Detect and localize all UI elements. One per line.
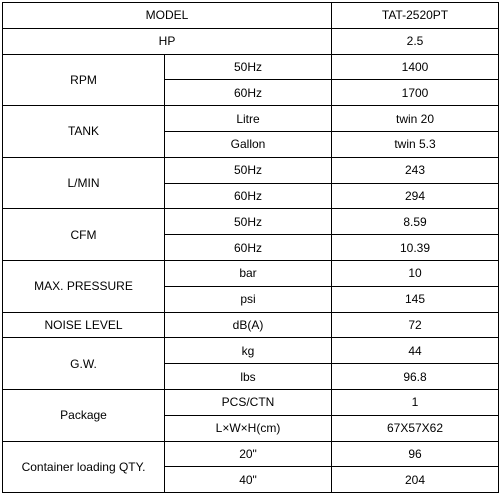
table-row-lmin-50hz: [3, 157, 499, 183]
noise-sub: dB(A): [165, 312, 332, 338]
tank-value-litre: twin 20: [332, 106, 499, 132]
rpm-sub-50hz: 50Hz: [165, 54, 332, 80]
noise-value: 72: [332, 312, 499, 338]
package-label: Package: [3, 389, 165, 441]
lmin-value-50hz: 243: [332, 157, 499, 183]
table-row-hp: [3, 28, 499, 54]
pressure-value-psi: 145: [332, 286, 499, 312]
table-row-tank-litre: [3, 106, 499, 132]
package-sub-dims: L×W×H(cm): [165, 415, 332, 441]
container-label: Container loading QTY.: [3, 441, 165, 493]
table-row-model: [3, 3, 499, 29]
cfm-value-60hz: 10.39: [332, 235, 499, 261]
rpm-value-50hz: 1400: [332, 54, 499, 80]
pressure-sub-bar: bar: [165, 260, 332, 286]
spec-table: [2, 2, 499, 493]
table-row-package-pcs: [3, 389, 499, 415]
gw-value-lbs: 96.8: [332, 364, 499, 390]
cfm-sub-50hz: 50Hz: [165, 209, 332, 235]
gw-label: G.W.: [3, 338, 165, 390]
lmin-sub-60hz: 60Hz: [165, 183, 332, 209]
table-row-gw-kg: [3, 338, 499, 364]
pressure-label: MAX. PRESSURE: [3, 260, 165, 312]
package-value-pcs: 1: [332, 389, 499, 415]
table-row-pressure-bar: [3, 260, 499, 286]
noise-label: NOISE LEVEL: [3, 312, 165, 338]
pressure-value-bar: 10: [332, 260, 499, 286]
cfm-value-50hz: 8.59: [332, 209, 499, 235]
rpm-value-60hz: 1700: [332, 80, 499, 106]
package-value-dims: 67X57X62: [332, 415, 499, 441]
tank-value-gallon: twin 5.3: [332, 131, 499, 157]
pressure-sub-psi: psi: [165, 286, 332, 312]
lmin-value-60hz: 294: [332, 183, 499, 209]
container-sub-20: 20": [165, 441, 332, 467]
tank-sub-gallon: Gallon: [165, 131, 332, 157]
hp-label: HP: [3, 28, 332, 54]
cfm-label: CFM: [3, 209, 165, 261]
hp-value: 2.5: [332, 28, 499, 54]
gw-value-kg: 44: [332, 338, 499, 364]
tank-label: TANK: [3, 106, 165, 158]
lmin-label: L/MIN: [3, 157, 165, 209]
rpm-label: RPM: [3, 54, 165, 106]
model-label: MODEL: [3, 3, 332, 29]
rpm-sub-60hz: 60Hz: [165, 80, 332, 106]
gw-sub-kg: kg: [165, 338, 332, 364]
tank-sub-litre: Litre: [165, 106, 332, 132]
package-sub-pcs: PCS/CTN: [165, 389, 332, 415]
table-row-container-20: [3, 441, 499, 467]
table-row-rpm-50hz: [3, 54, 499, 80]
model-value: TAT-2520PT: [332, 3, 499, 29]
gw-sub-lbs: lbs: [165, 364, 332, 390]
cfm-sub-60hz: 60Hz: [165, 235, 332, 261]
container-sub-40: 40": [165, 467, 332, 493]
table-row-noise: [3, 312, 499, 338]
lmin-sub-50hz: 50Hz: [165, 157, 332, 183]
container-value-40: 204: [332, 467, 499, 493]
container-value-20: 96: [332, 441, 499, 467]
table-row-cfm-50hz: [3, 209, 499, 235]
